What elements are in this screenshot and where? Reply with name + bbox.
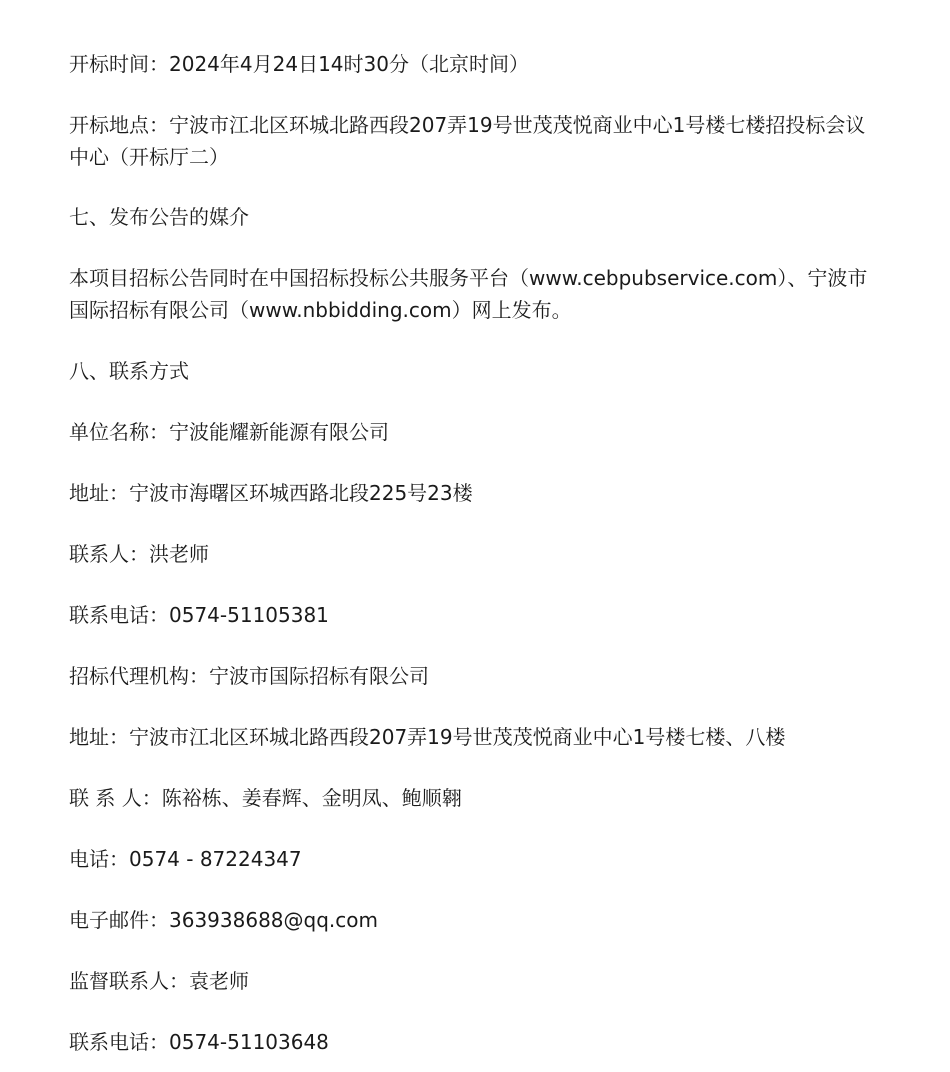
publication-media-text: 本项目招标公告同时在中国招标投标公共服务平台（www.cebpubservice.com）、宁波市国际招标有限公司（www.nbbidding.com）网上发布。 <box>69 266 868 322</box>
owner-contact-person: 联系人：洪老师 <box>69 542 209 566</box>
supervisor-contact-person: 监督联系人：袁老师 <box>69 969 249 993</box>
opening-location: 开标地点：宁波市江北区环城北路西段207弄19号世茂茂悦商业中心1号楼七楼招投标会议中心（开标厅二） <box>69 113 866 169</box>
agency-contact-persons: 联 系 人：陈裕栋、姜春辉、金明凤、鲍顺翱 <box>69 786 462 810</box>
agency-name: 招标代理机构：宁波市国际招标有限公司 <box>69 664 429 688</box>
supervisor-contact-phone: 联系电话：0574-51103648 <box>69 1030 329 1054</box>
owner-address: 地址：宁波市海曙区环城西路北段225号23楼 <box>69 481 473 505</box>
agency-email: 电子邮件：363938688@qq.com <box>69 908 378 932</box>
opening-time: 开标时间：2024年4月24日14时30分（北京时间） <box>69 52 529 76</box>
owner-unit-name: 单位名称：宁波能耀新能源有限公司 <box>69 420 389 444</box>
section-heading-contact: 八、联系方式 <box>69 359 189 383</box>
agency-address: 地址：宁波市江北区环城北路西段207弄19号世茂茂悦商业中心1号楼七楼、八楼 <box>69 725 786 749</box>
section-heading-media: 七、发布公告的媒介 <box>69 205 249 229</box>
owner-contact-phone: 联系电话：0574-51105381 <box>69 603 329 627</box>
agency-phone: 电话：0574 - 87224347 <box>69 847 302 871</box>
